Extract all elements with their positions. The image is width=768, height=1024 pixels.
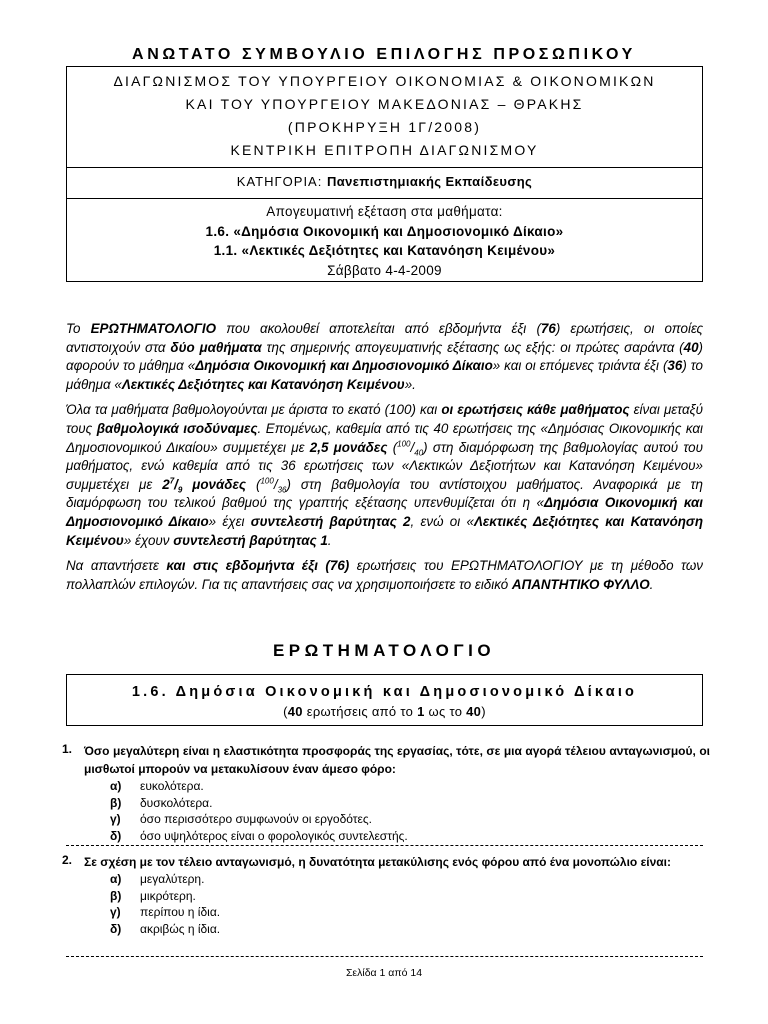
proclamation-line: (ΠΡΟΚΗΡΥΞΗ 1Γ/2008) [287, 119, 482, 135]
option-text: μεγαλύτερη. [140, 872, 205, 886]
answer-option-d[interactable] [110, 828, 710, 845]
answer-option-b[interactable] [110, 888, 710, 905]
section-title: 1.6. Δημόσια Οικονομική και Δημοσιονομικό Δίκαιο [131, 684, 638, 700]
exam-block [67, 199, 702, 281]
option-letter: β) [110, 888, 122, 903]
option-text: ακριβώς η ίδια. [140, 921, 221, 936]
competition-line-2: ΚΑΙ ΤΟΥ ΥΠΟΥΡΓΕΙΟΥ ΜΑΚΕΔΟΝΙΑΣ – ΘΡΑΚΗΣ [185, 96, 584, 112]
section-range: (40 ερωτήσεις από το 1 ως το 40) [283, 704, 486, 719]
answer-option-a[interactable] [110, 871, 710, 888]
option-text: δυσκολότερα. [140, 795, 213, 810]
answer-option-a[interactable] [110, 778, 710, 795]
competition-line-1: ΔΙΑΓΩΝΙΣΜΟΣ ΤΟΥ ΥΠΟΥΡΓΕΙΟΥ ΟΙΚΟΝΟΜΙΑΣ & ΟΙΚΟΝΟΜΙΚΩΝ [113, 73, 656, 89]
instructions-paragraph-3: Να απαντήσετε και στις εβδομήντα έξι (76) ερωτήσεις του ΕΡΩΤΗΜΑΤΟΛΟΓΙΟΥ με τη μέθοδο των πολλαπλών επιλογών. Για τις απαντήσεις σας να χρησιμοποιήσετε το ειδικό ΑΠΑΝΤΗΤΙΚΟ ΦΥΛΛΟ. [66, 558, 703, 592]
category-block [67, 168, 702, 199]
instructions-paragraph-2: Όλα τα μαθήματα βαθμολογούνται με άριστα το εκατό (100) και οι ερωτήσεις κάθε μαθήματος είναι μεταξύ τους βαθμολογικά ισοδύναμες. Επομένως, καθεμία από τις 40 ερωτήσεις της «Δημόσιας Οικονομικής και Δημοσιονομικού Δικαίου» συμμετέχει με 2,5 μονάδες $(^{100}/_{40})$ στη διαμόρφωση της βαθμολογίας αυτού του μαθήματος, ενώ καθεμία από τις 36 ερωτήσεις των «Λεκτικών Δεξιοτήτων και Κατανόηση Κειμένου» συμμετέχει με $2^7/_9$ μονάδες $(^{100}/_{36})$ στη βαθμολογία του αντίστοιχου μαθήματος. Αναφορικά με τη διαμόρφωση του τελικού βαθμού της γραπτής εξέτασης υπενθυμίζεται ότι η «Δημόσια Οικονομική και Δημοσιονομικό Δίκαιο» έχει συντελεστή βαρύτητας 2, ενώ οι «Λεκτικές Δεξιότητες και Κατανόηση Κειμένου» έχουν συντελεστή βαρύτητας 1. [66, 402, 704, 548]
question-number: 1. [62, 742, 73, 756]
option-text: ευκολότερα. [140, 779, 204, 793]
option-letter: γ) [110, 905, 121, 920]
subject-1: 1.6. «Δημόσια Οικονομική και Δημοσιονομικό Δίκαιο» [205, 223, 564, 239]
question-2 [62, 853, 710, 937]
answer-option-c[interactable] [110, 811, 710, 828]
section-box [66, 674, 703, 726]
instructions [66, 320, 703, 601]
answer-option-b[interactable] [110, 795, 710, 812]
page-number: Σελίδα 1 από 14 [345, 967, 423, 979]
option-letter: δ) [110, 921, 122, 936]
instructions-paragraph-1: Το ΕΡΩΤΗΜΑΤΟΛΟΓΙΟ που ακολουθεί αποτελείται από εβδομήντα έξι (76) ερωτήσεις, οι οποίες αντιστοιχούν στα δύο μαθήματα της σημερινής απογευματινής εξέτασης ως εξής: οι πρώτες σαράντα (40) αφορούν το μάθημα «Δημόσια Οικονομική και Δημοσιονομικό Δίκαιο» και οι επόμενες τριάντα έξι (36) το μάθημα «Λεκτικές Δεξιότητες και Κατανόηση Κειμένου». [66, 321, 703, 392]
question-divider [66, 845, 703, 846]
exam-date: Σάββατο 4-4-2009 [327, 262, 442, 278]
option-text: περίπου η ίδια. [140, 905, 221, 920]
competition-block [67, 67, 702, 168]
category-line [67, 173, 702, 191]
option-text: όσο υψηλότερος είναι ο φορολογικός συντελεστής. [140, 828, 408, 843]
questionnaire-title: ΕΡΩΤΗΜΑΤΟΛΟΓΙΟ [272, 641, 496, 660]
subject-2: 1.1. «Λεκτικές Δεξιότητες και Κατανόηση Κειμένου» [213, 243, 556, 258]
category-label: ΚΑΤΗΓΟΡΙΑ: [236, 174, 323, 189]
question-divider [66, 956, 703, 957]
question-1 [62, 742, 710, 844]
option-letter: δ) [110, 828, 122, 843]
board-title: ΑΝΩΤΑΤΟ ΣΥΜΒΟΥΛΙΟ ΕΠΙΛΟΓΗΣ ΠΡΟΣΩΠΙΚΟΥ [132, 46, 636, 63]
answer-option-c[interactable] [110, 904, 710, 921]
question-text: Σε σχέση με τον τέλειο ανταγωνισμό, η δυνατότητα μετακύλισης ενός φόρου από ένα μονοπώλιο είναι: [84, 855, 671, 869]
option-text: μικρότερη. [140, 888, 196, 903]
question-text: Όσο μεγαλύτερη είναι η ελαστικότητα προσφοράς της εργασίας, τότε, σε μια αγορά τέλειου ανταγωνισμού, οι μισθωτοί μπορούν να μετακυλίσουν έναν άμεσο φόρο: [84, 744, 710, 776]
committee-line: ΚΕΝΤΡΙΚΗ ΕΠΙΤΡΟΠΗ ΔΙΑΓΩΝΙΣΜΟΥ [230, 142, 539, 158]
option-letter: γ) [110, 812, 121, 827]
exam-intro: Απογευματινή εξέταση στα μαθήματα: [266, 204, 503, 219]
answer-option-d[interactable] [110, 921, 710, 938]
category-value: Πανεπιστημιακής Εκπαίδευσης [326, 174, 533, 189]
option-letter: α) [110, 872, 122, 886]
option-letter: α) [110, 779, 122, 793]
header-box [66, 66, 703, 282]
option-text: όσο περισσότερο συμφωνούν οι εργοδότες. [140, 812, 372, 827]
option-letter: β) [110, 795, 122, 810]
question-number: 2. [62, 853, 73, 867]
